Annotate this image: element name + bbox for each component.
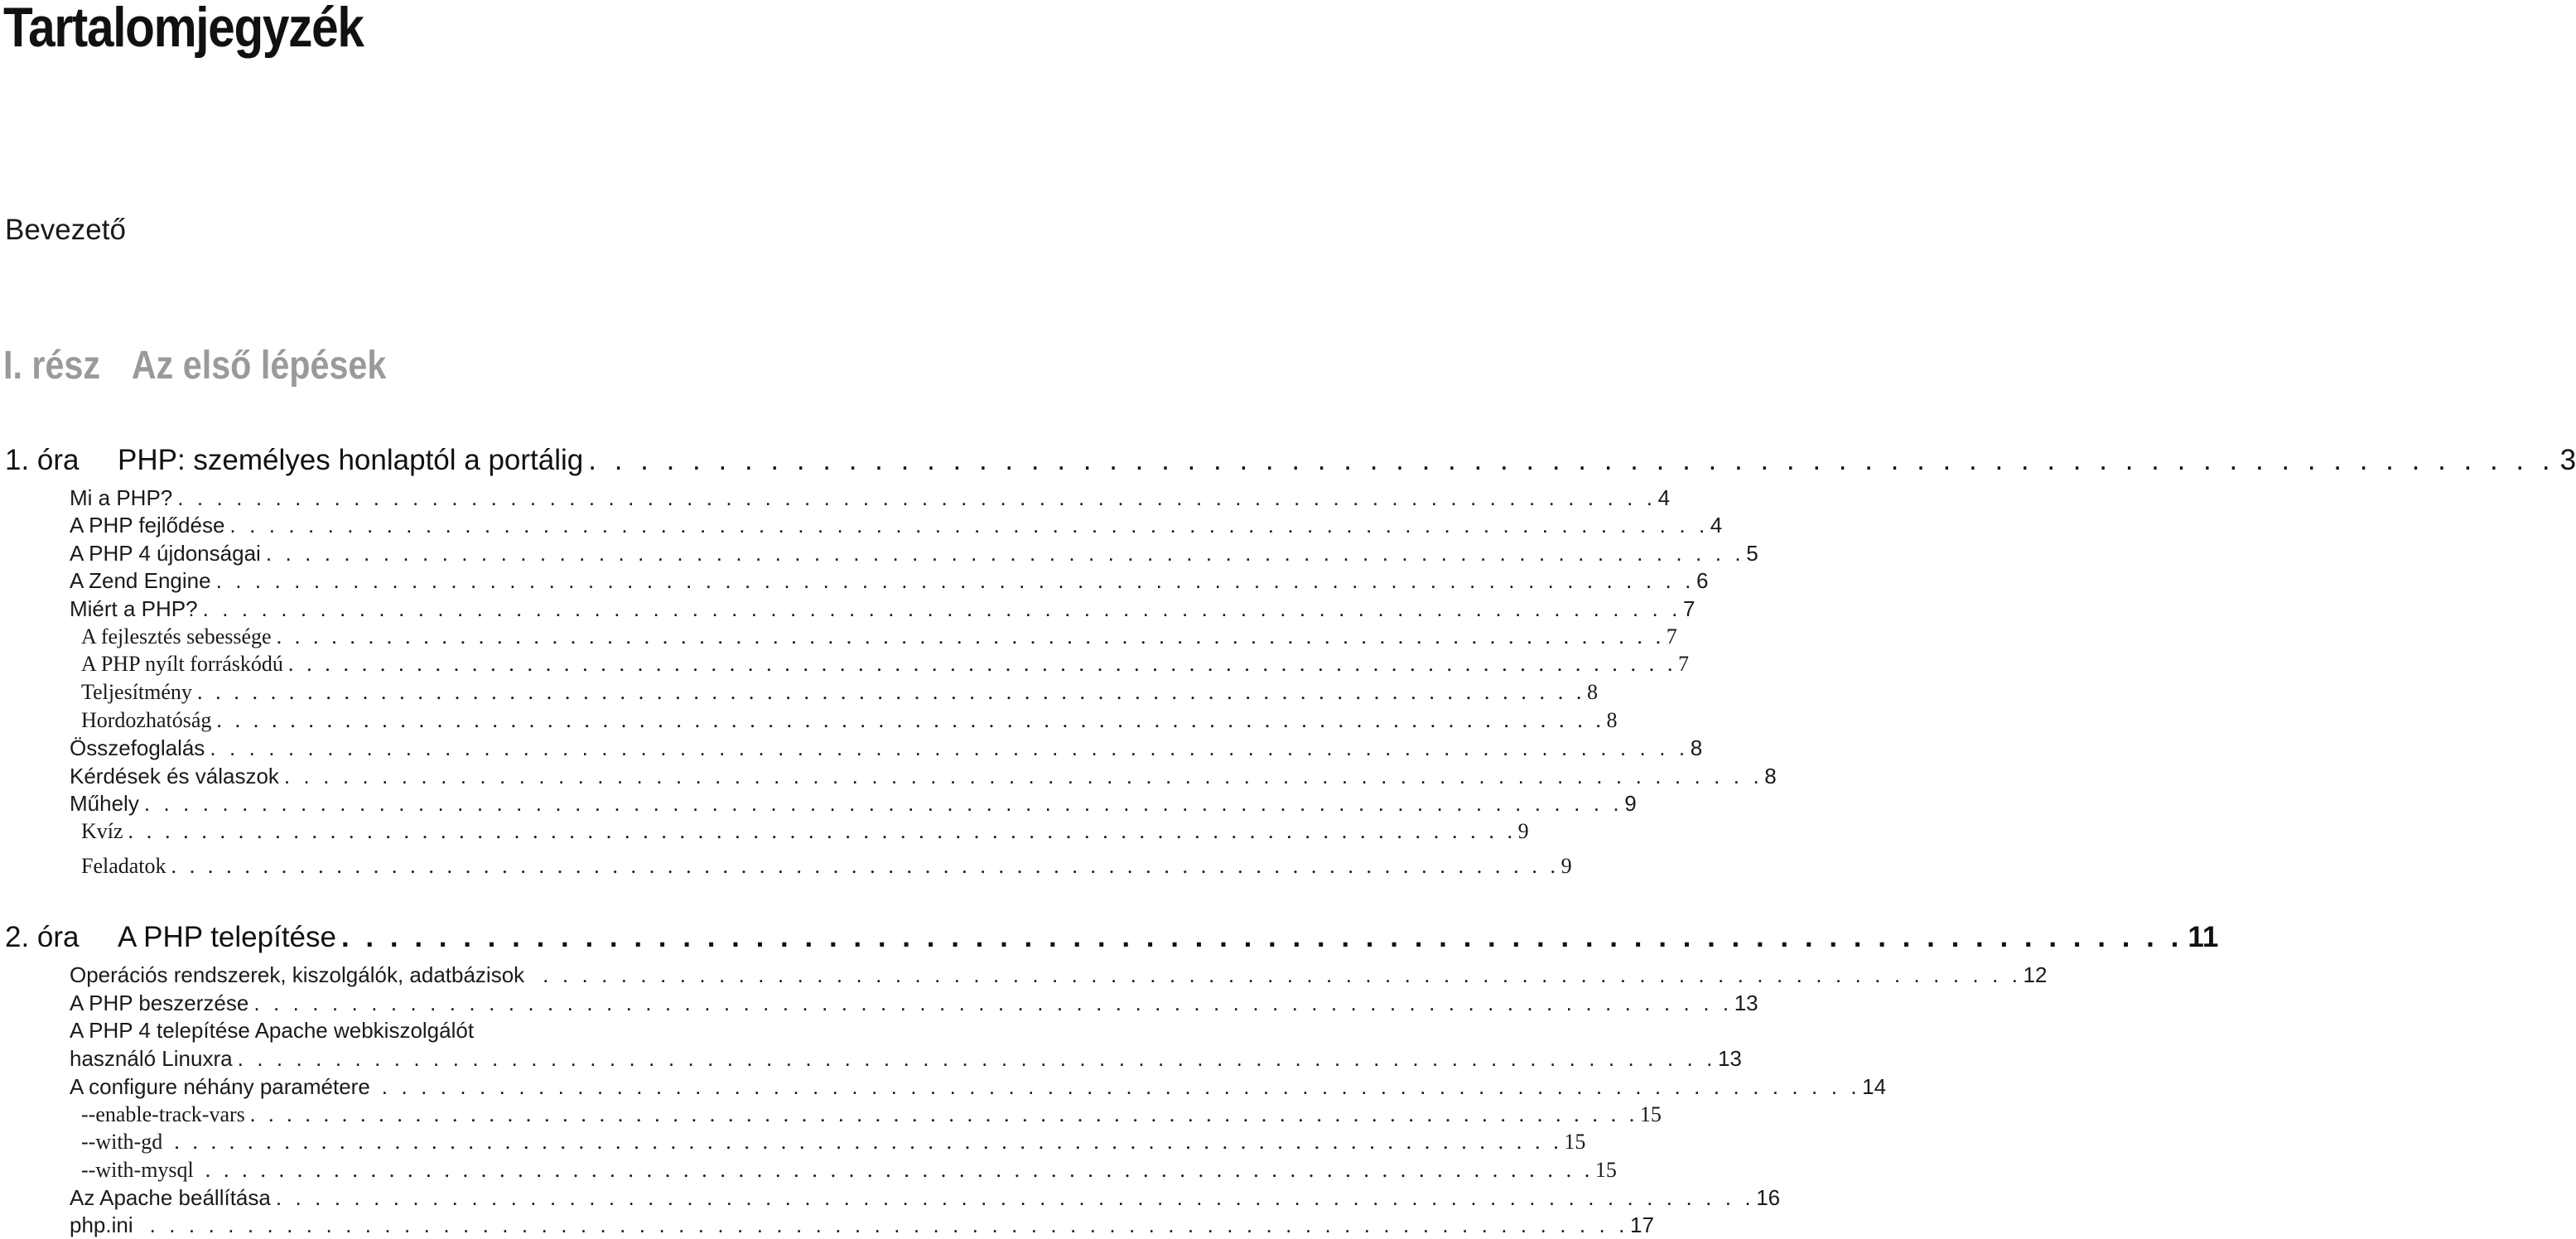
dot-leader: . . . . . . . . . . . . . . . . . . . . . . . . . . . . . . . . . . . . . . . . . . . . . . . . . . . . . . . . . . . . . . . . . . . . . . . . . . . . — [229, 513, 1709, 538]
entry-label: php.ini — [70, 1212, 133, 1237]
entry-label: A PHP 4 telepítése Apache webkiszolgálót — [70, 1018, 475, 1043]
chapter-heading[interactable] — [5, 921, 2219, 962]
toc-entry[interactable] — [70, 596, 1696, 623]
chapter-heading[interactable] — [5, 444, 2576, 485]
toc-entry[interactable] — [70, 962, 2048, 989]
entry-label: A PHP beszerzése — [70, 991, 249, 1015]
dot-leader: . . . . . . . . . . . . . . . . . . . . . . . . . . . . . . . . . . . . . . . . . . . . . . . . . . . . . . . . . . . . . . . . . . . . . . . . . . . . — [283, 764, 1763, 788]
entry-page: 15 — [1564, 1130, 1586, 1154]
entry-page: 16 — [1756, 1185, 1781, 1210]
entry-label: Hordozhatóság — [81, 708, 212, 732]
dot-leader: . . . . . . . . . . . . . . . . . . . . . . . . . . . . . . . . . . . . . . . . . . . . . . . . . . . . . . . . . . . . . . . . . . . . . . . . . . . . — [215, 568, 1695, 593]
dot-leader: . . . . . . . . . . . . . . . . . . . . . . . . . . . . . . . . . . . . . . . . . . . . . . . . . . . . . . . . . . . . . . . . . . . . . . . . . . . . — [340, 921, 2183, 953]
chapter-page: 3 — [2559, 444, 2576, 476]
toc-entry[interactable] — [70, 991, 1758, 1017]
dot-leader: . . . . . . . . . . . . . . . . . . . . . . . . . . . . . . . . . . . . . . . . . . . . . . . . . . . . . . . . . . . . . . . . . . . . . . . . . . . . — [237, 1046, 1716, 1071]
toc-subentry[interactable] — [81, 624, 1677, 651]
part-name: Az első lépések — [131, 344, 387, 388]
dot-leader: . . . . . . . . . . . . . . . . . . . . . . . . . . . . . . . . . . . . . . . . . . . . . . . . . . . . . . . . . . . . . . . . . . . . . . . . . . . . — [265, 541, 1745, 566]
toc-entry[interactable] — [70, 1185, 1781, 1212]
toc-subentry[interactable] — [81, 1130, 1586, 1156]
dot-leader: . . . . . . . . . . . . . . . . . . . . . . . . . . . . . . . . . . . . . . . . . . . . . . . . . . . . . . . . . . . . . . . . . . . . . . . . . . . . — [253, 991, 1733, 1015]
entry-page: 9 — [1561, 854, 1572, 878]
entry-label: A configure néhány paramétere — [70, 1074, 370, 1099]
entry-label: Teljesítmény — [81, 680, 192, 704]
toc-subentry[interactable] — [81, 854, 1572, 880]
dot-leader: . . . . . . . . . . . . . . . . . . . . . . . . . . . . . . . . . . . . . . . . . . . . . . . . . . . . . . . . . . . . . . . . . . . . . . . . . . . . — [177, 485, 1657, 510]
toc-entry[interactable] — [70, 735, 1703, 762]
dot-leader: . . . . . . . . . . . . . . . . . . . . . . . . . . . . . . . . . . . . . . . . . . . . . . . . . . . . . . . . . . . . . . . . . . . . . . . . . . . . — [143, 791, 1623, 816]
dot-leader: . . . . . . . . . . . . . . . . . . . . . . . . . . . . . . . . . . . . . . . . . . . . . . . . . . . . . . . . . . . . . . . . . . . . . . . . . . . . — [588, 444, 2555, 476]
chapter-number: 2. óra — [5, 921, 80, 953]
toc-entry[interactable] — [70, 1046, 1742, 1073]
toc-entry[interactable] — [70, 1074, 1887, 1101]
entry-label: A fejlesztés sebessége — [81, 624, 272, 648]
toc-entry[interactable] — [70, 1212, 1654, 1239]
entry-label: Miért a PHP? — [70, 596, 198, 621]
entry-label: --with-mysql — [81, 1158, 194, 1182]
entry-label: használó Linuxra — [70, 1046, 233, 1071]
toc-entry[interactable] — [70, 513, 1723, 539]
dot-leader: . . . . . . . . . . . . . . . . . . . . . . . . . . . . . . . . . . . . . . . . . . . . . . . . . . . . . . . . . . . . . . . . . . . . . . . . . . . . — [128, 819, 1517, 843]
entry-label: Mi a PHP? — [70, 485, 173, 510]
toc-entry[interactable] — [70, 485, 1671, 512]
part-label: I. rész — [3, 344, 101, 388]
entry-page: 8 — [1764, 764, 1777, 788]
dot-leader: . . . . . . . . . . . . . . . . . . . . . . . . . . . . . . . . . . . . . . . . . . . . . . . . . . . . . . . . . . . . . . . . . . . . . . . . . . . . — [249, 1102, 1638, 1126]
entry-page: 5 — [1746, 541, 1758, 566]
entry-page: 15 — [1639, 1102, 1662, 1126]
dot-leader: . . . . . . . . . . . . . . . . . . . . . . . . . . . . . . . . . . . . . . . . . . . . . . . . . . . . . . . . . . . . . . . . . . . . . . . . . . . . — [202, 596, 1681, 621]
chapter-number: 1. óra — [5, 444, 80, 476]
entry-label: Kvíz — [81, 819, 123, 843]
toc-subentry[interactable] — [81, 708, 1618, 735]
entry-page: 13 — [1717, 1046, 1742, 1071]
entry-page: 8 — [1690, 735, 1703, 760]
dot-leader: . . . . . . . . . . . . . . . . . . . . . . . . . . . . . . . . . . . . . . . . . . . . . . . . . . . . . . . . . . . . . . . . . . . . . . . . . . . . — [196, 680, 1586, 704]
entry-page: 14 — [1862, 1074, 1887, 1099]
dot-leader: . . . . . . . . . . . . . . . . . . . . . . . . . . . . . . . . . . . . . . . . . . . . . . . . . . . . . . . . . . . . . . . . . . . . . . . . . . . . — [543, 962, 2022, 987]
entry-page: 9 — [1624, 791, 1637, 816]
entry-page: 17 — [1630, 1212, 1654, 1237]
entry-page: 9 — [1517, 819, 1529, 843]
entry-page: 6 — [1696, 568, 1709, 593]
entry-label: A PHP fejlődése — [70, 513, 225, 538]
entry-label: --enable-track-vars — [81, 1102, 245, 1126]
entry-page: 7 — [1682, 596, 1696, 621]
entry-page: 8 — [1587, 680, 1599, 704]
dot-leader: . . . . . . . . . . . . . . . . . . . . . . . . . . . . . . . . . . . . . . . . . . . . . . . . . . . . . . . . . . . . . . . . . . . . . . . . . . . . — [171, 854, 1560, 878]
part-heading — [3, 343, 386, 388]
entry-label: Kérdések és válaszok — [70, 764, 279, 788]
intro-heading[interactable]: Bevezető — [5, 214, 126, 246]
toc-subentry[interactable] — [81, 1102, 1662, 1129]
entry-label: Operációs rendszerek, kiszolgálók, adatbázisok — [70, 962, 525, 987]
toc-subentry[interactable] — [81, 819, 1529, 846]
dot-leader: . . . . . . . . . . . . . . . . . . . . . . . . . . . . . . . . . . . . . . . . . . . . . . . . . . . . . . . . . . . . . . . . . . . . . . . . . . . . — [276, 624, 1665, 648]
entry-label: Összefoglalás — [70, 735, 205, 760]
dot-leader: . . . . . . . . . . . . . . . . . . . . . . . . . . . . . . . . . . . . . . . . . . . . . . . . . . . . . . . . . . . . . . . . . . . . . . . . . . . . — [381, 1074, 1861, 1099]
dot-leader: . . . . . . . . . . . . . . . . . . . . . . . . . . . . . . . . . . . . . . . . . . . . . . . . . . . . . . . . . . . . . . . . . . . . . . . . . . . . — [275, 1185, 1755, 1210]
entry-page: 12 — [2023, 962, 2048, 987]
toc-entry-line[interactable] — [70, 1018, 789, 1044]
toc-subentry[interactable] — [81, 680, 1599, 706]
toc-subentry[interactable] — [81, 652, 1689, 678]
entry-label: Műhely — [70, 791, 139, 816]
dot-leader: . . . . . . . . . . . . . . . . . . . . . . . . . . . . . . . . . . . . . . . . . . . . . . . . . . . . . . . . . . . . . . . . . . . . . . . . . . . . — [174, 1130, 1563, 1154]
entry-page: 4 — [1657, 485, 1671, 510]
toc-entry[interactable] — [70, 541, 1758, 567]
entry-label: A Zend Engine — [70, 568, 211, 593]
entry-page: 13 — [1734, 991, 1758, 1015]
dot-leader: . . . . . . . . . . . . . . . . . . . . . . . . . . . . . . . . . . . . . . . . . . . . . . . . . . . . . . . . . . . . . . . . . . . . . . . . . . . . — [149, 1212, 1628, 1237]
dot-leader: . . . . . . . . . . . . . . . . . . . . . . . . . . . . . . . . . . . . . . . . . . . . . . . . . . . . . . . . . . . . . . . . . . . . . . . . . . . . — [210, 735, 1689, 760]
entry-label: A PHP nyílt forráskódú — [81, 652, 283, 676]
toc-subentry[interactable] — [81, 1158, 1617, 1184]
dot-leader: . . . . . . . . . . . . . . . . . . . . . . . . . . . . . . . . . . . . . . . . . . . . . . . . . . . . . . . . . . . . . . . . . . . . . . . . . . . . — [216, 708, 1605, 732]
dot-leader: . . . . . . . . . . . . . . . . . . . . . . . . . . . . . . . . . . . . . . . . . . . . . . . . . . . . . . . . . . . . . . . . . . . . . . . . . . . . — [287, 652, 1676, 676]
entry-label: --with-gd — [81, 1130, 163, 1154]
toc-entry[interactable] — [70, 791, 1637, 817]
entry-page: 15 — [1594, 1158, 1617, 1182]
entry-page: 7 — [1666, 624, 1677, 648]
chapter-title: PHP: személyes honlaptól a portálig — [118, 444, 584, 476]
dot-leader: . . . . . . . . . . . . . . . . . . . . . . . . . . . . . . . . . . . . . . . . . . . . . . . . . . . . . . . . . . . . . . . . . . . . . . . . . . . . — [205, 1158, 1594, 1182]
entry-page: 7 — [1678, 652, 1689, 676]
entry-label: Az Apache beállítása — [70, 1185, 271, 1210]
page-title: Tartalomjegyzék — [3, 0, 364, 59]
toc-entry[interactable] — [70, 764, 1777, 790]
entry-page: 4 — [1710, 513, 1723, 538]
chapter-title: A PHP telepítése — [118, 921, 336, 953]
chapter-page: 11 — [2188, 921, 2219, 953]
entry-label: A PHP 4 újdonságai — [70, 541, 261, 566]
entry-label: Feladatok — [81, 854, 166, 878]
toc-entry[interactable] — [70, 568, 1709, 595]
entry-page: 8 — [1606, 708, 1618, 732]
